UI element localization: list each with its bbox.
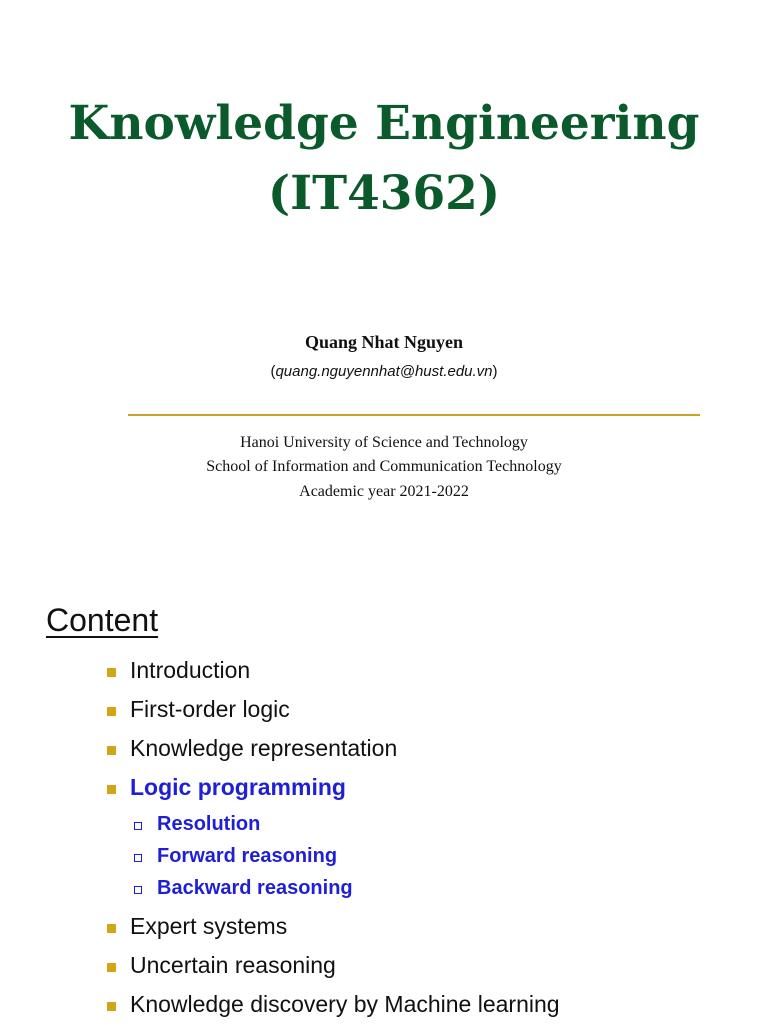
sub-item-label: Resolution <box>157 813 261 835</box>
email-close-paren: ) <box>492 363 498 380</box>
title-divider <box>128 414 700 416</box>
sub-item-resolution <box>0 813 768 845</box>
author-email-line <box>0 363 768 380</box>
square-bullet-icon <box>107 1002 116 1011</box>
list-item-label: Uncertain reasoning <box>130 952 336 978</box>
affiliation-university: Hanoi University of Science and Technology <box>240 434 528 451</box>
email-open-paren: ( <box>270 363 276 380</box>
hollow-square-bullet-icon <box>134 854 142 862</box>
list-item-label: Knowledge discovery by Machine learning <box>130 991 560 1017</box>
list-item-first-order-logic <box>0 696 768 735</box>
list-item-logic-programming <box>0 774 768 813</box>
hollow-square-bullet-icon <box>134 886 142 894</box>
list-item-expert-systems <box>0 913 768 952</box>
content-list <box>0 657 768 1030</box>
hollow-square-bullet-icon <box>134 822 142 830</box>
author-name: Quang Nhat Nguyen <box>304 332 464 352</box>
list-item-label: Expert systems <box>130 913 288 939</box>
list-item-label: First-order logic <box>130 696 290 722</box>
list-item-label: Introduction <box>130 657 251 683</box>
list-item-knowledge-discovery <box>0 991 768 1030</box>
list-item-label: Knowledge representation <box>130 735 398 761</box>
square-bullet-icon <box>107 746 116 755</box>
list-item-label: Logic programming <box>130 774 346 800</box>
author-email-link[interactable]: quang.nguyennhat@hust.edu.vn <box>275 363 493 380</box>
square-bullet-icon <box>107 785 116 794</box>
sub-item-backward-reasoning <box>0 877 768 909</box>
course-code: (IT4362) <box>267 166 501 221</box>
list-item-uncertain-reasoning <box>0 952 768 991</box>
square-bullet-icon <box>107 924 116 933</box>
list-item-knowledge-representation <box>0 735 768 774</box>
content-heading: Content <box>46 602 159 638</box>
square-bullet-icon <box>107 668 116 677</box>
sub-item-forward-reasoning <box>0 845 768 877</box>
academic-year: Academic year 2021-2022 <box>299 483 469 500</box>
content-slide <box>0 576 768 1024</box>
square-bullet-icon <box>107 963 116 972</box>
sub-item-label: Backward reasoning <box>157 877 353 899</box>
affiliation-school: School of Information and Communication Technology <box>206 458 562 475</box>
course-title: Knowledge Engineering <box>68 96 700 151</box>
square-bullet-icon <box>107 707 116 716</box>
sub-item-label: Forward reasoning <box>157 845 338 867</box>
list-item-introduction <box>0 657 768 696</box>
